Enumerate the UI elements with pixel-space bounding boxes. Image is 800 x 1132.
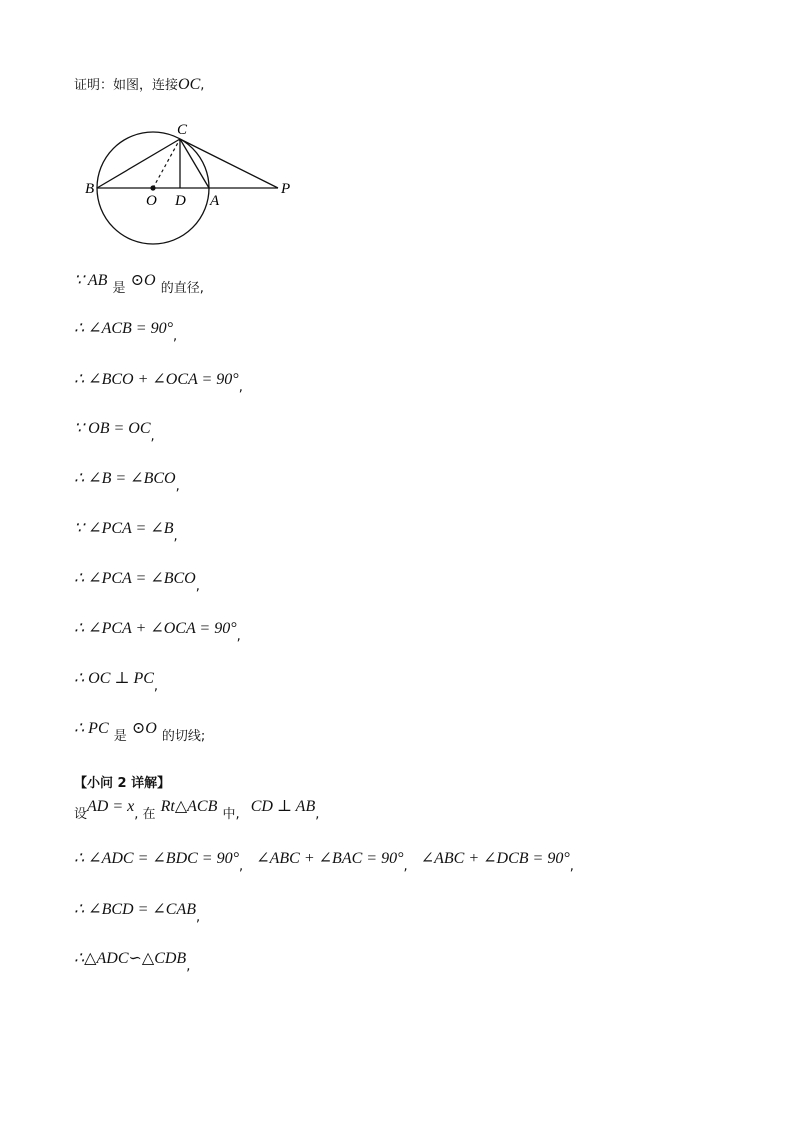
s12-math2: ∠ABC + ∠BAC = 90° <box>256 850 404 867</box>
s5-punct: , <box>175 479 180 494</box>
intro-line <box>74 74 204 94</box>
s6-punct: , <box>173 529 178 544</box>
proof-line-13 <box>74 899 201 925</box>
s13-punct: , <box>196 910 201 925</box>
proof-line-4 <box>74 418 155 444</box>
s4-math: ∵ OB = OC <box>74 420 151 437</box>
s11-math3: CD ⊥ AB <box>250 798 316 815</box>
intro-text: 证明：如图，连接 <box>74 78 179 93</box>
s11-mid1: , 在 <box>134 807 156 822</box>
proof-line-7 <box>74 568 200 594</box>
intro-suffix: , <box>200 78 205 93</box>
s7-math: ∴ ∠PCA = ∠BCO <box>74 570 196 587</box>
s6-math: ∵ ∠PCA = ∠B <box>74 520 174 537</box>
s8-punct: , <box>236 629 241 644</box>
s11-math1: AD = x <box>87 798 135 815</box>
s9-punct: , <box>153 679 159 694</box>
s5-math: ∴ ∠B = ∠BCO <box>74 470 176 487</box>
proof-line-12 <box>74 848 574 874</box>
label-p: P <box>281 181 291 197</box>
proof-line-5 <box>74 468 180 494</box>
s2-math: ∴ ∠ACB = 90° <box>74 320 173 337</box>
section-heading: 【小问 2 详解】 <box>74 776 171 791</box>
s1-circ: ⊙O <box>130 272 156 289</box>
center-point <box>150 185 155 190</box>
s1-tail: 的直径, <box>160 281 204 296</box>
s14-math: ∴△ADC∽△CDB <box>74 950 187 967</box>
s11-pre: 设 <box>74 807 88 822</box>
s13-math: ∴ ∠BCD = ∠CAB <box>74 901 197 918</box>
s10-circ: ⊙O <box>131 720 157 737</box>
proof-line-6 <box>74 518 178 544</box>
s11-mid2: 中, <box>222 807 240 822</box>
s8-math: ∴ ∠PCA + ∠OCA = 90° <box>74 620 237 637</box>
s10-mid: 是 <box>113 729 127 744</box>
proof-line-2 <box>74 318 178 344</box>
proof-line-10 <box>74 718 206 744</box>
geometry-figure <box>80 115 320 265</box>
label-o: O <box>146 193 157 209</box>
s11-math2: Rt△ACB <box>160 798 218 815</box>
s12-math1: ∴ ∠ADC = ∠BDC = 90° <box>74 850 239 867</box>
s1-mid: 是 <box>112 281 126 296</box>
s1-math: ∵ AB <box>74 272 108 289</box>
label-a: A <box>210 193 220 209</box>
s10-tail: 的切线; <box>161 729 206 744</box>
intro-math: OC <box>178 76 201 93</box>
proof-line-14 <box>74 948 191 974</box>
label-d: D <box>175 193 186 209</box>
s3-punct: , <box>238 380 243 395</box>
label-b: B <box>85 181 95 197</box>
s4-punct: , <box>150 429 155 444</box>
line-bc <box>97 139 180 188</box>
s3-math: ∴ ∠BCO + ∠OCA = 90° <box>74 371 239 388</box>
proof-line-8 <box>74 618 241 644</box>
proof-line-11 <box>74 796 320 822</box>
s10-math: ∴ PC <box>74 720 109 737</box>
proof-line-3 <box>74 369 243 395</box>
s12-p3: , <box>569 859 574 874</box>
s14-punct: , <box>186 959 191 974</box>
s12-p2: , <box>403 859 408 874</box>
s9-math: ∴ OC ⊥ PC <box>74 670 154 687</box>
proof-line-9 <box>74 668 159 694</box>
s2-punct: , <box>173 329 178 344</box>
proof-line-1 <box>74 270 204 296</box>
s12-math3: ∠ABC + ∠DCB = 90° <box>420 850 570 867</box>
s11-punct: , <box>315 807 320 822</box>
label-c: C <box>177 122 188 138</box>
s12-p1: , <box>238 859 244 874</box>
s7-punct: , <box>195 579 200 594</box>
